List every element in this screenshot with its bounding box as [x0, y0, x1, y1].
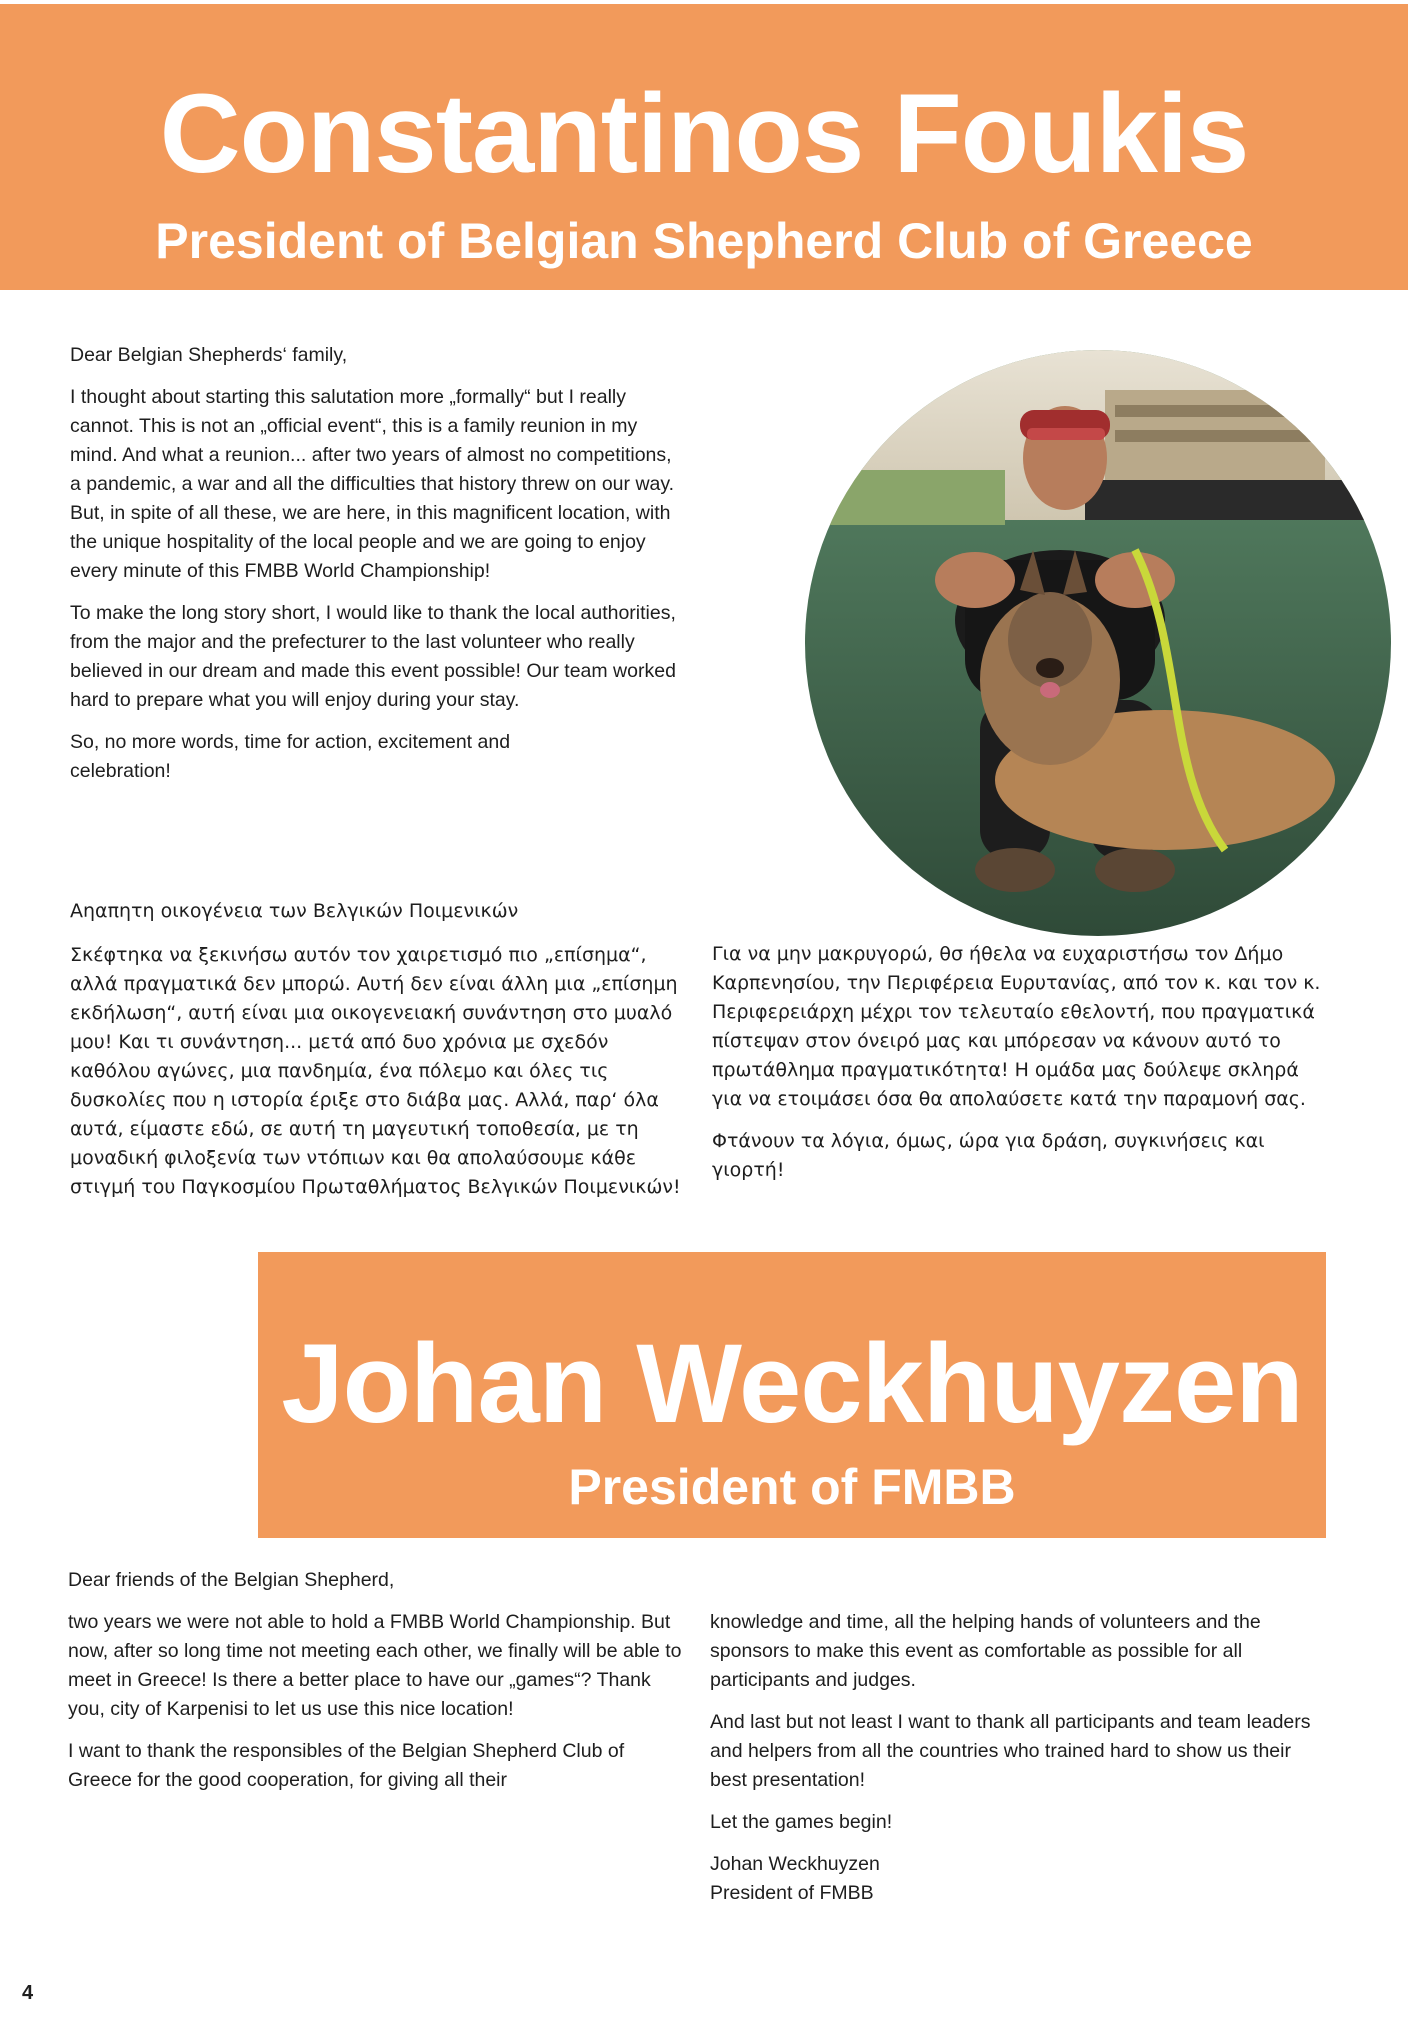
- paragraph: Για να μην μακρυγορώ, θσ ήθελα να ευχαριστήσω τον Δήμο Καρπενησίου, την Περιφέρεια Ευρυτανίας, από τον κ. και τον κ. Περιφερειάρχη μέχρι τον τελευταίο εθελοντή, που πραγματικά πίστεψαν στον όνειρό μας και μπόρεσαν να κάνουν αυτό το πρωτάθλημα πραγματικότητα! Η ομάδα μας δούλεψε σκληρά για να ετοιμάσει όσα θα απολαύσετε κατά την παραμονή σας.: [712, 943, 1321, 1110]
- header-banner-weckhuyzen: [258, 1252, 1326, 1538]
- salutation: Dear Belgian Shepherds‘ family,: [70, 344, 348, 366]
- letter1-greek-col1: [70, 897, 688, 1215]
- paragraph: Σκέφτηκα να ξεκινήσω αυτόν τον χαιρετισμό πιο „επίσημα“, αλλά πραγματικά δεν μπορώ. Αυτή δεν είναι άλλη μια „επίσημη εκδήλωση“, αυτή είναι μια οικογενειακή συνάντηση στο μυαλό μου! Και τι συνάντηση... μετά από δυο χρόνια με σχεδόν καθόλου αγώνες, μια πανδημία, ένα πόλεμο και όλες τις δυσκολίες που η ιστορία έριξε στο διάβα μας. Αλλά, παρ‘ όλα αυτά, είμαστε εδώ, σε αυτή τη μαγευτική τοποθεσία, με τη μοναδική φιλοξενία των ντόπιων και θα απολαύσουμε κάθε στιγμή του Παγκοσμίου Πρωταθλήματος Βελγικών Ποιμενικών!: [70, 944, 681, 1198]
- author-name: Johan Weckhuyzen: [281, 1321, 1303, 1446]
- author-name: Constantinos Foukis: [159, 71, 1249, 196]
- paragraph: Let the games begin!: [710, 1811, 893, 1833]
- portrait-photo: [805, 350, 1391, 936]
- author-role: President of Belgian Shepherd Club of Greece: [155, 213, 1253, 269]
- paragraph: knowledge and time, all the helping hands of volunteers and the sponsors to make this event as comfortable as possible for all participants and judges.: [710, 1611, 1261, 1691]
- paragraph: I thought about starting this salutation more „formally“ but I really cannot. This is not an „official event“, this is a family reunion in my mind. And what a reunion... after two years of almost no competitions, a pandemic, a war and all the difficulties that history threw on our way. But, in spite of all these, we are here, in this magnificent location, with the unique hospitality of the local people and we are going to enjoy every minute of this FMBB World Championship!: [70, 386, 675, 582]
- page-number: 4: [22, 1982, 34, 2004]
- paragraph: two years we were not able to hold a FMBB World Championship. But now, after so long time not meeting each other, we finally will be able to meet in Greece! Is there a better place to have our „games“? Thank you, city of Karpenisi to let us use this nice location!: [68, 1611, 682, 1720]
- paragraph: To make the long story short, I would like to thank the local authorities, from the major and the prefecturer to the last volunteer who really believed in our dream and made this event possible! Our team worked hard to prepare what you will enjoy during your stay.: [70, 602, 676, 711]
- signature-name: Johan Weckhuyzen: [710, 1853, 880, 1875]
- header-banner-foukis: [0, 4, 1408, 290]
- paragraph: So, no more words, time for action, excitement and celebration!: [70, 731, 511, 782]
- letter1-greek-col2: [712, 940, 1334, 1198]
- man-with-dog-image: [805, 350, 1391, 936]
- letter2-col2: [710, 1608, 1332, 1908]
- letter1-english: [70, 341, 686, 799]
- salutation-greek: Αηαπητη οικογένεια των Βελγικών Ποιμενικών: [70, 900, 519, 922]
- paragraph: And last but not least I want to thank all participants and team leaders and helpers from all the countries who trained hard to show us their best presentation!: [710, 1711, 1311, 1791]
- letter2-col1: [68, 1566, 684, 1808]
- author-role: President of FMBB: [568, 1459, 1016, 1515]
- paragraph: I want to thank the responsibles of the Belgian Shepherd Club of Greece for the good cooperation, for giving all their: [68, 1740, 625, 1791]
- signature-role: President of FMBB: [710, 1882, 874, 1904]
- paragraph: Φτάνουν τα λόγια, όμως, ώρα για δράση, συγκινήσεις και γιορτή!: [712, 1130, 1265, 1181]
- salutation: Dear friends of the Belgian Shepherd,: [68, 1569, 395, 1591]
